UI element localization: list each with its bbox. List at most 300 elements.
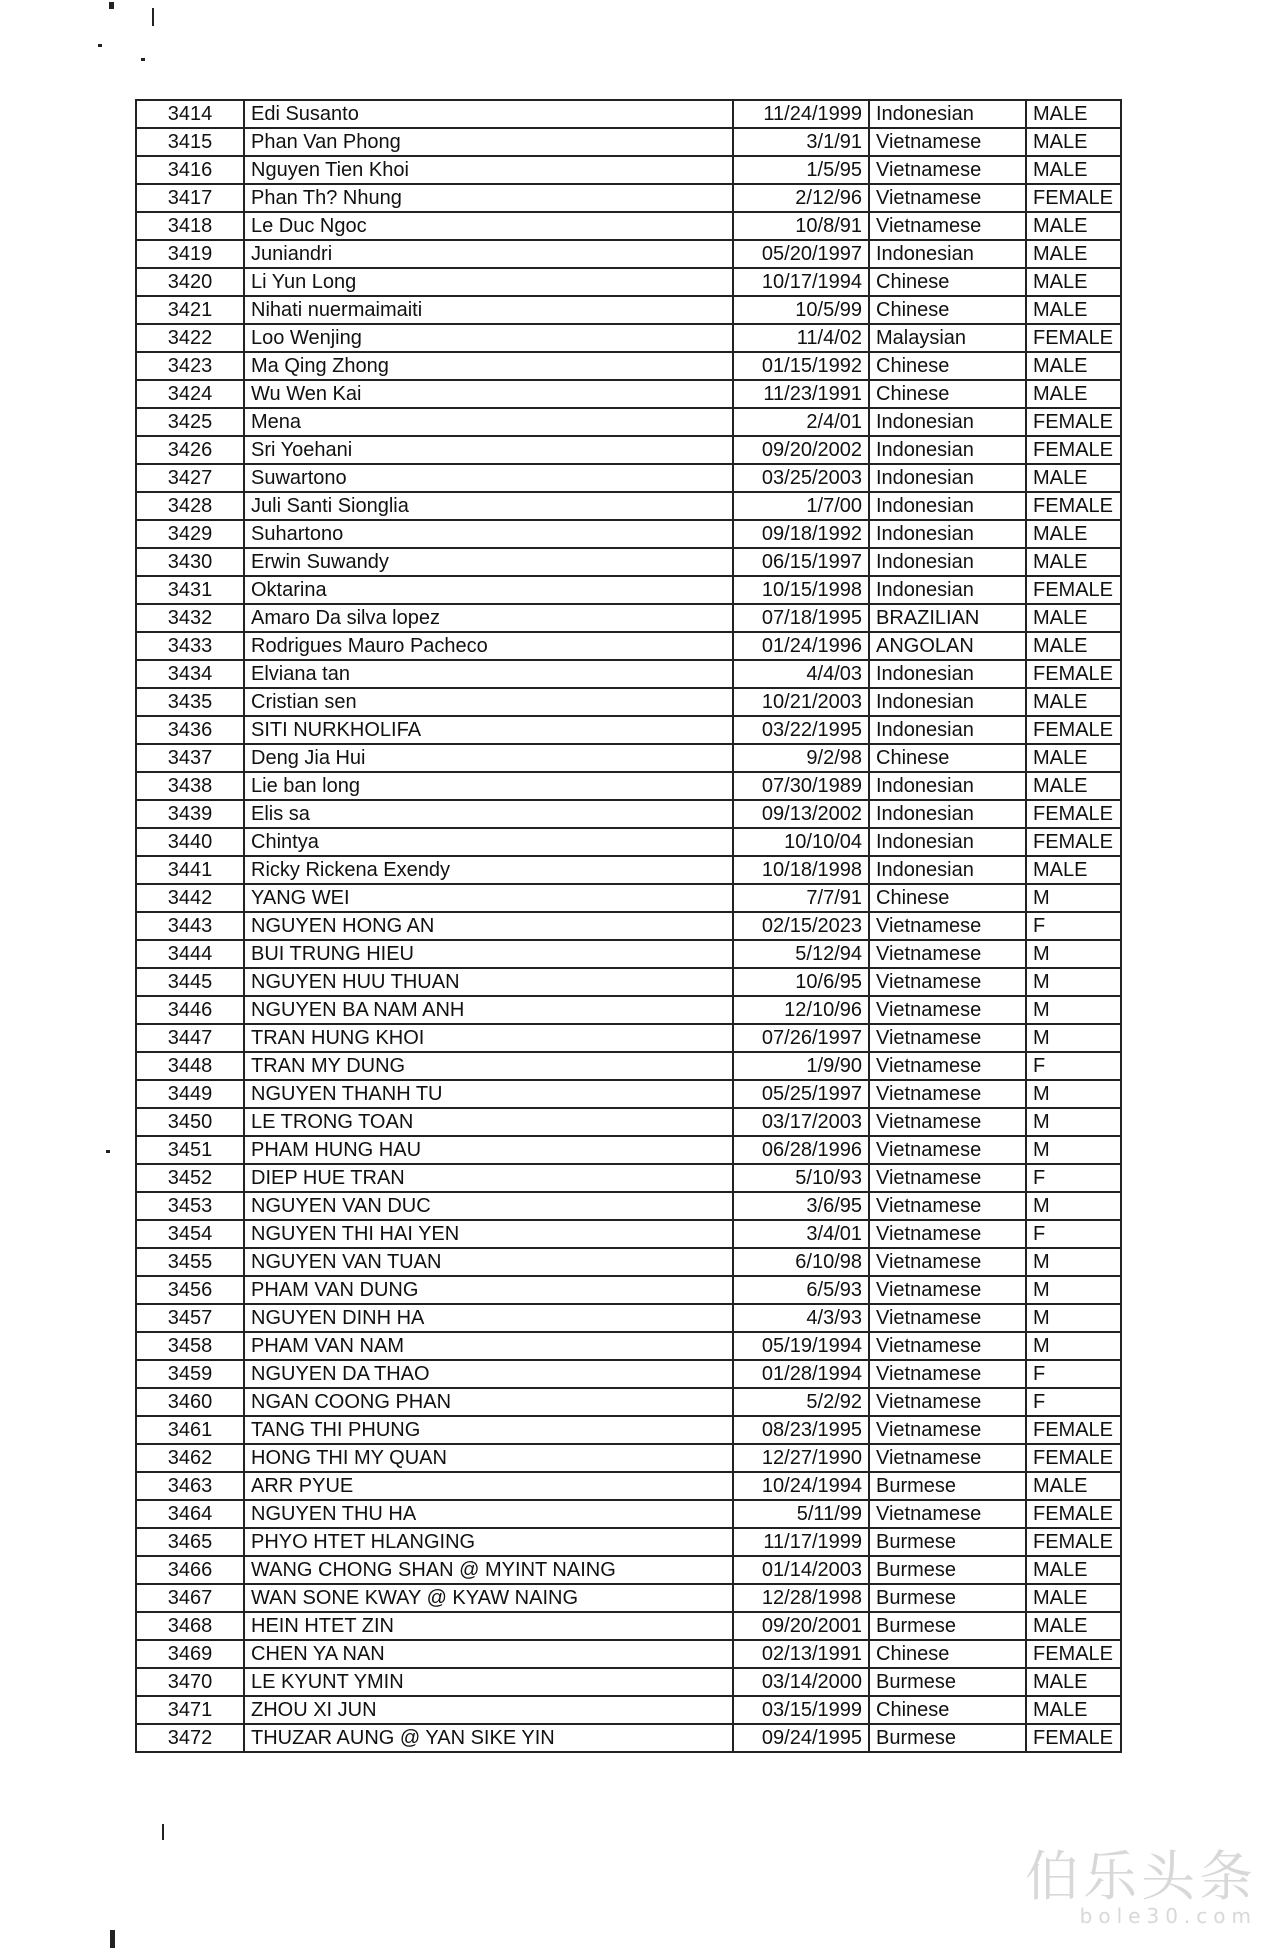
- cell-gender: FEMALE: [1026, 716, 1121, 744]
- cell-gender: MALE: [1026, 688, 1121, 716]
- cell-dob: 01/14/2003: [733, 1556, 869, 1584]
- cell-name: Amaro Da silva lopez: [244, 604, 733, 632]
- cell-nationality: Vietnamese: [869, 1500, 1026, 1528]
- cell-id: 3414: [136, 100, 244, 128]
- records-table-body: [136, 100, 1121, 1752]
- cell-gender: M: [1026, 1108, 1121, 1136]
- cell-dob: 5/10/93: [733, 1164, 869, 1192]
- cell-id: 3467: [136, 1584, 244, 1612]
- cell-name: NGUYEN DINH HA: [244, 1304, 733, 1332]
- cell-id: 3445: [136, 968, 244, 996]
- cell-id: 3453: [136, 1192, 244, 1220]
- table-row: [136, 940, 1121, 968]
- cell-id: 3447: [136, 1024, 244, 1052]
- table-row: [136, 1304, 1121, 1332]
- cell-dob: 10/6/95: [733, 968, 869, 996]
- cell-dob: 12/28/1998: [733, 1584, 869, 1612]
- cell-nationality: Vietnamese: [869, 1248, 1026, 1276]
- table-row: [136, 1136, 1121, 1164]
- cell-dob: 11/17/1999: [733, 1528, 869, 1556]
- cell-dob: 07/30/1989: [733, 772, 869, 800]
- scan-speck: [98, 44, 102, 47]
- cell-dob: 10/8/91: [733, 212, 869, 240]
- cell-id: 3448: [136, 1052, 244, 1080]
- cell-dob: 1/9/90: [733, 1052, 869, 1080]
- cell-name: ZHOU XI JUN: [244, 1696, 733, 1724]
- cell-name: Nihati nuermaimaiti: [244, 296, 733, 324]
- cell-id: 3440: [136, 828, 244, 856]
- cell-dob: 03/22/1995: [733, 716, 869, 744]
- cell-id: 3424: [136, 380, 244, 408]
- cell-name: Suwartono: [244, 464, 733, 492]
- cell-gender: FEMALE: [1026, 324, 1121, 352]
- scan-speck: [109, 2, 114, 9]
- cell-dob: 01/28/1994: [733, 1360, 869, 1388]
- cell-name: Ricky Rickena Exendy: [244, 856, 733, 884]
- cell-name: HONG THI MY QUAN: [244, 1444, 733, 1472]
- cell-id: 3446: [136, 996, 244, 1024]
- cell-dob: 11/23/1991: [733, 380, 869, 408]
- cell-name: Sri Yoehani: [244, 436, 733, 464]
- table-row: [136, 1276, 1121, 1304]
- cell-id: 3458: [136, 1332, 244, 1360]
- cell-id: 3423: [136, 352, 244, 380]
- cell-dob: 12/10/96: [733, 996, 869, 1024]
- cell-name: Oktarina: [244, 576, 733, 604]
- cell-id: 3435: [136, 688, 244, 716]
- cell-gender: FEMALE: [1026, 1528, 1121, 1556]
- cell-name: NGUYEN HUU THUAN: [244, 968, 733, 996]
- scan-speck: [162, 1824, 164, 1840]
- cell-gender: MALE: [1026, 296, 1121, 324]
- table-row: [136, 1024, 1121, 1052]
- cell-dob: 03/14/2000: [733, 1668, 869, 1696]
- cell-id: 3425: [136, 408, 244, 436]
- cell-dob: 5/12/94: [733, 940, 869, 968]
- cell-id: 3461: [136, 1416, 244, 1444]
- table-row: [136, 1556, 1121, 1584]
- cell-id: 3454: [136, 1220, 244, 1248]
- table-row: [136, 380, 1121, 408]
- cell-gender: F: [1026, 1052, 1121, 1080]
- cell-gender: F: [1026, 912, 1121, 940]
- watermark-logo-text: 伯乐头条: [1025, 1845, 1257, 1908]
- table-row: [136, 604, 1121, 632]
- cell-id: 3472: [136, 1724, 244, 1752]
- cell-nationality: Vietnamese: [869, 212, 1026, 240]
- cell-gender: FEMALE: [1026, 1444, 1121, 1472]
- cell-nationality: Burmese: [869, 1528, 1026, 1556]
- cell-name: Deng Jia Hui: [244, 744, 733, 772]
- table-row: [136, 1220, 1121, 1248]
- cell-gender: MALE: [1026, 352, 1121, 380]
- table-row: [136, 268, 1121, 296]
- cell-dob: 11/24/1999: [733, 100, 869, 128]
- cell-dob: 09/18/1992: [733, 520, 869, 548]
- cell-dob: 1/7/00: [733, 492, 869, 520]
- cell-gender: FEMALE: [1026, 408, 1121, 436]
- cell-gender: M: [1026, 1136, 1121, 1164]
- cell-id: 3434: [136, 660, 244, 688]
- cell-name: Ma Qing Zhong: [244, 352, 733, 380]
- cell-name: Elviana tan: [244, 660, 733, 688]
- table-row: [136, 828, 1121, 856]
- cell-nationality: Indonesian: [869, 520, 1026, 548]
- cell-gender: F: [1026, 1220, 1121, 1248]
- table-row: [136, 688, 1121, 716]
- table-row: [136, 212, 1121, 240]
- table-row: [136, 1416, 1121, 1444]
- cell-nationality: Vietnamese: [869, 156, 1026, 184]
- cell-gender: FEMALE: [1026, 800, 1121, 828]
- cell-name: NGUYEN THI HAI YEN: [244, 1220, 733, 1248]
- cell-dob: 9/2/98: [733, 744, 869, 772]
- cell-dob: 09/24/1995: [733, 1724, 869, 1752]
- cell-name: TANG THI PHUNG: [244, 1416, 733, 1444]
- cell-dob: 07/26/1997: [733, 1024, 869, 1052]
- cell-id: 3429: [136, 520, 244, 548]
- cell-id: 3469: [136, 1640, 244, 1668]
- cell-nationality: Indonesian: [869, 100, 1026, 128]
- cell-dob: 1/5/95: [733, 156, 869, 184]
- watermark-url: bole30.com: [1079, 1904, 1257, 1928]
- cell-name: TRAN MY DUNG: [244, 1052, 733, 1080]
- cell-dob: 10/5/99: [733, 296, 869, 324]
- cell-name: Loo Wenjing: [244, 324, 733, 352]
- table-row: [136, 128, 1121, 156]
- cell-dob: 10/21/2003: [733, 688, 869, 716]
- cell-id: 3470: [136, 1668, 244, 1696]
- cell-name: WANG CHONG SHAN @ MYINT NAING: [244, 1556, 733, 1584]
- table-row: [136, 1444, 1121, 1472]
- table-row: [136, 576, 1121, 604]
- cell-nationality: Indonesian: [869, 464, 1026, 492]
- table-row: [136, 1192, 1121, 1220]
- cell-dob: 7/7/91: [733, 884, 869, 912]
- cell-gender: MALE: [1026, 1556, 1121, 1584]
- cell-nationality: Burmese: [869, 1556, 1026, 1584]
- cell-name: Lie ban long: [244, 772, 733, 800]
- cell-name: PHAM VAN NAM: [244, 1332, 733, 1360]
- cell-id: 3457: [136, 1304, 244, 1332]
- cell-nationality: Vietnamese: [869, 968, 1026, 996]
- cell-dob: 05/19/1994: [733, 1332, 869, 1360]
- table-row: [136, 1584, 1121, 1612]
- table-row: [136, 324, 1121, 352]
- cell-gender: F: [1026, 1360, 1121, 1388]
- cell-dob: 01/15/1992: [733, 352, 869, 380]
- table-row: [136, 1332, 1121, 1360]
- cell-gender: M: [1026, 1248, 1121, 1276]
- cell-name: Li Yun Long: [244, 268, 733, 296]
- cell-id: 3452: [136, 1164, 244, 1192]
- cell-dob: 10/24/1994: [733, 1472, 869, 1500]
- table-row: [136, 436, 1121, 464]
- cell-dob: 6/10/98: [733, 1248, 869, 1276]
- cell-dob: 2/12/96: [733, 184, 869, 212]
- cell-dob: 09/20/2002: [733, 436, 869, 464]
- cell-dob: 06/28/1996: [733, 1136, 869, 1164]
- table-row: [136, 744, 1121, 772]
- cell-name: BUI TRUNG HIEU: [244, 940, 733, 968]
- cell-dob: 3/1/91: [733, 128, 869, 156]
- cell-nationality: Vietnamese: [869, 1304, 1026, 1332]
- table-row: [136, 912, 1121, 940]
- cell-gender: FEMALE: [1026, 1416, 1121, 1444]
- cell-name: Edi Susanto: [244, 100, 733, 128]
- cell-gender: MALE: [1026, 520, 1121, 548]
- cell-nationality: Indonesian: [869, 492, 1026, 520]
- cell-nationality: Chinese: [869, 268, 1026, 296]
- cell-dob: 10/10/04: [733, 828, 869, 856]
- cell-id: 3419: [136, 240, 244, 268]
- cell-nationality: Chinese: [869, 296, 1026, 324]
- table-row: [136, 352, 1121, 380]
- cell-gender: MALE: [1026, 240, 1121, 268]
- table-row: [136, 800, 1121, 828]
- cell-dob: 11/4/02: [733, 324, 869, 352]
- cell-name: PHAM HUNG HAU: [244, 1136, 733, 1164]
- cell-id: 3433: [136, 632, 244, 660]
- cell-gender: FEMALE: [1026, 660, 1121, 688]
- cell-nationality: Vietnamese: [869, 912, 1026, 940]
- cell-gender: MALE: [1026, 1584, 1121, 1612]
- cell-name: THUZAR AUNG @ YAN SIKE YIN: [244, 1724, 733, 1752]
- cell-nationality: Chinese: [869, 1696, 1026, 1724]
- cell-dob: 12/27/1990: [733, 1444, 869, 1472]
- cell-nationality: Vietnamese: [869, 1136, 1026, 1164]
- table-row: [136, 1500, 1121, 1528]
- cell-name: LE TRONG TOAN: [244, 1108, 733, 1136]
- cell-id: 3439: [136, 800, 244, 828]
- cell-dob: 03/25/2003: [733, 464, 869, 492]
- cell-name: Erwin Suwandy: [244, 548, 733, 576]
- cell-gender: M: [1026, 1024, 1121, 1052]
- cell-name: Phan Th? Nhung: [244, 184, 733, 212]
- cell-dob: 03/15/1999: [733, 1696, 869, 1724]
- cell-name: NGUYEN THU HA: [244, 1500, 733, 1528]
- cell-nationality: Vietnamese: [869, 1080, 1026, 1108]
- cell-nationality: Vietnamese: [869, 1360, 1026, 1388]
- table-row: [136, 464, 1121, 492]
- cell-gender: FEMALE: [1026, 1640, 1121, 1668]
- cell-id: 3422: [136, 324, 244, 352]
- table-row: [136, 1612, 1121, 1640]
- cell-gender: F: [1026, 1164, 1121, 1192]
- cell-nationality: Vietnamese: [869, 1164, 1026, 1192]
- cell-id: 3468: [136, 1612, 244, 1640]
- cell-id: 3459: [136, 1360, 244, 1388]
- cell-dob: 10/15/1998: [733, 576, 869, 604]
- cell-nationality: Vietnamese: [869, 1108, 1026, 1136]
- cell-id: 3465: [136, 1528, 244, 1556]
- cell-gender: MALE: [1026, 212, 1121, 240]
- cell-dob: 3/6/95: [733, 1192, 869, 1220]
- cell-id: 3432: [136, 604, 244, 632]
- cell-id: 3415: [136, 128, 244, 156]
- cell-id: 3436: [136, 716, 244, 744]
- cell-id: 3444: [136, 940, 244, 968]
- cell-name: Chintya: [244, 828, 733, 856]
- table-row: [136, 1164, 1121, 1192]
- cell-id: 3442: [136, 884, 244, 912]
- cell-nationality: Vietnamese: [869, 1332, 1026, 1360]
- cell-nationality: Vietnamese: [869, 1416, 1026, 1444]
- cell-dob: 02/13/1991: [733, 1640, 869, 1668]
- table-row: [136, 184, 1121, 212]
- cell-id: 3443: [136, 912, 244, 940]
- table-row: [136, 1388, 1121, 1416]
- cell-gender: MALE: [1026, 1668, 1121, 1696]
- cell-nationality: Indonesian: [869, 576, 1026, 604]
- cell-dob: 3/4/01: [733, 1220, 869, 1248]
- cell-gender: M: [1026, 1276, 1121, 1304]
- cell-nationality: Chinese: [869, 884, 1026, 912]
- table-row: [136, 1528, 1121, 1556]
- cell-gender: FEMALE: [1026, 436, 1121, 464]
- cell-nationality: Vietnamese: [869, 1276, 1026, 1304]
- cell-name: DIEP HUE TRAN: [244, 1164, 733, 1192]
- cell-dob: 06/15/1997: [733, 548, 869, 576]
- cell-dob: 08/23/1995: [733, 1416, 869, 1444]
- table-row: [136, 1668, 1121, 1696]
- cell-dob: 4/4/03: [733, 660, 869, 688]
- cell-gender: M: [1026, 884, 1121, 912]
- cell-nationality: Vietnamese: [869, 1388, 1026, 1416]
- cell-name: NGUYEN HONG AN: [244, 912, 733, 940]
- cell-gender: M: [1026, 968, 1121, 996]
- cell-name: NGUYEN VAN DUC: [244, 1192, 733, 1220]
- scan-speck: [141, 58, 145, 61]
- cell-name: NGUYEN BA NAM ANH: [244, 996, 733, 1024]
- cell-gender: FEMALE: [1026, 1500, 1121, 1528]
- cell-gender: MALE: [1026, 1696, 1121, 1724]
- table-row: [136, 1360, 1121, 1388]
- cell-id: 3455: [136, 1248, 244, 1276]
- cell-name: NGUYEN VAN TUAN: [244, 1248, 733, 1276]
- cell-gender: M: [1026, 1080, 1121, 1108]
- cell-dob: 07/18/1995: [733, 604, 869, 632]
- cell-id: 3428: [136, 492, 244, 520]
- cell-name: Elis sa: [244, 800, 733, 828]
- cell-id: 3464: [136, 1500, 244, 1528]
- cell-id: 3466: [136, 1556, 244, 1584]
- table-row: [136, 632, 1121, 660]
- cell-nationality: Vietnamese: [869, 184, 1026, 212]
- cell-id: 3463: [136, 1472, 244, 1500]
- cell-gender: F: [1026, 1388, 1121, 1416]
- cell-id: 3471: [136, 1696, 244, 1724]
- cell-id: 3451: [136, 1136, 244, 1164]
- cell-nationality: Vietnamese: [869, 996, 1026, 1024]
- cell-dob: 5/2/92: [733, 1388, 869, 1416]
- cell-gender: MALE: [1026, 268, 1121, 296]
- cell-name: PHAM VAN DUNG: [244, 1276, 733, 1304]
- cell-id: 3417: [136, 184, 244, 212]
- table-row: [136, 1108, 1121, 1136]
- cell-nationality: Indonesian: [869, 856, 1026, 884]
- table-row: [136, 716, 1121, 744]
- table-row: [136, 548, 1121, 576]
- cell-name: LE KYUNT YMIN: [244, 1668, 733, 1696]
- cell-nationality: Vietnamese: [869, 1024, 1026, 1052]
- cell-gender: M: [1026, 940, 1121, 968]
- cell-id: 3450: [136, 1108, 244, 1136]
- cell-nationality: Indonesian: [869, 548, 1026, 576]
- cell-gender: FEMALE: [1026, 828, 1121, 856]
- cell-name: Le Duc Ngoc: [244, 212, 733, 240]
- cell-dob: 4/3/93: [733, 1304, 869, 1332]
- cell-gender: MALE: [1026, 380, 1121, 408]
- cell-nationality: Chinese: [869, 1640, 1026, 1668]
- cell-nationality: Burmese: [869, 1612, 1026, 1640]
- table-row: [136, 1248, 1121, 1276]
- cell-name: TRAN HUNG KHOI: [244, 1024, 733, 1052]
- cell-nationality: Indonesian: [869, 716, 1026, 744]
- cell-nationality: Chinese: [869, 380, 1026, 408]
- cell-gender: MALE: [1026, 128, 1121, 156]
- cell-dob: 09/20/2001: [733, 1612, 869, 1640]
- cell-nationality: Vietnamese: [869, 1220, 1026, 1248]
- cell-dob: 05/20/1997: [733, 240, 869, 268]
- cell-name: Nguyen Tien Khoi: [244, 156, 733, 184]
- cell-nationality: Vietnamese: [869, 1444, 1026, 1472]
- cell-name: SITI NURKHOLIFA: [244, 716, 733, 744]
- cell-name: Phan Van Phong: [244, 128, 733, 156]
- cell-dob: 02/15/2023: [733, 912, 869, 940]
- cell-id: 3420: [136, 268, 244, 296]
- scan-speck: [110, 1930, 115, 1948]
- scan-speck: [106, 1150, 110, 1153]
- cell-gender: MALE: [1026, 100, 1121, 128]
- cell-id: 3431: [136, 576, 244, 604]
- cell-nationality: Indonesian: [869, 240, 1026, 268]
- cell-nationality: Indonesian: [869, 800, 1026, 828]
- cell-nationality: Vietnamese: [869, 128, 1026, 156]
- table-row: [136, 968, 1121, 996]
- cell-name: HEIN HTET ZIN: [244, 1612, 733, 1640]
- cell-nationality: Indonesian: [869, 772, 1026, 800]
- cell-name: Cristian sen: [244, 688, 733, 716]
- cell-gender: MALE: [1026, 1612, 1121, 1640]
- cell-gender: FEMALE: [1026, 576, 1121, 604]
- cell-name: ARR PYUE: [244, 1472, 733, 1500]
- cell-id: 3460: [136, 1388, 244, 1416]
- cell-nationality: Indonesian: [869, 408, 1026, 436]
- cell-dob: 01/24/1996: [733, 632, 869, 660]
- cell-gender: FEMALE: [1026, 184, 1121, 212]
- table-row: [136, 100, 1121, 128]
- table-row: [136, 240, 1121, 268]
- cell-nationality: Indonesian: [869, 688, 1026, 716]
- cell-dob: 2/4/01: [733, 408, 869, 436]
- table-row: [136, 772, 1121, 800]
- cell-gender: MALE: [1026, 548, 1121, 576]
- cell-name: WAN SONE KWAY @ KYAW NAING: [244, 1584, 733, 1612]
- table-row: [136, 296, 1121, 324]
- cell-id: 3421: [136, 296, 244, 324]
- cell-id: 3416: [136, 156, 244, 184]
- cell-gender: FEMALE: [1026, 492, 1121, 520]
- records-table: [135, 99, 1122, 1753]
- table-row: [136, 156, 1121, 184]
- cell-name: NGAN COONG PHAN: [244, 1388, 733, 1416]
- cell-gender: MALE: [1026, 464, 1121, 492]
- cell-nationality: Burmese: [869, 1472, 1026, 1500]
- cell-name: CHEN YA NAN: [244, 1640, 733, 1668]
- cell-name: YANG WEI: [244, 884, 733, 912]
- cell-gender: MALE: [1026, 156, 1121, 184]
